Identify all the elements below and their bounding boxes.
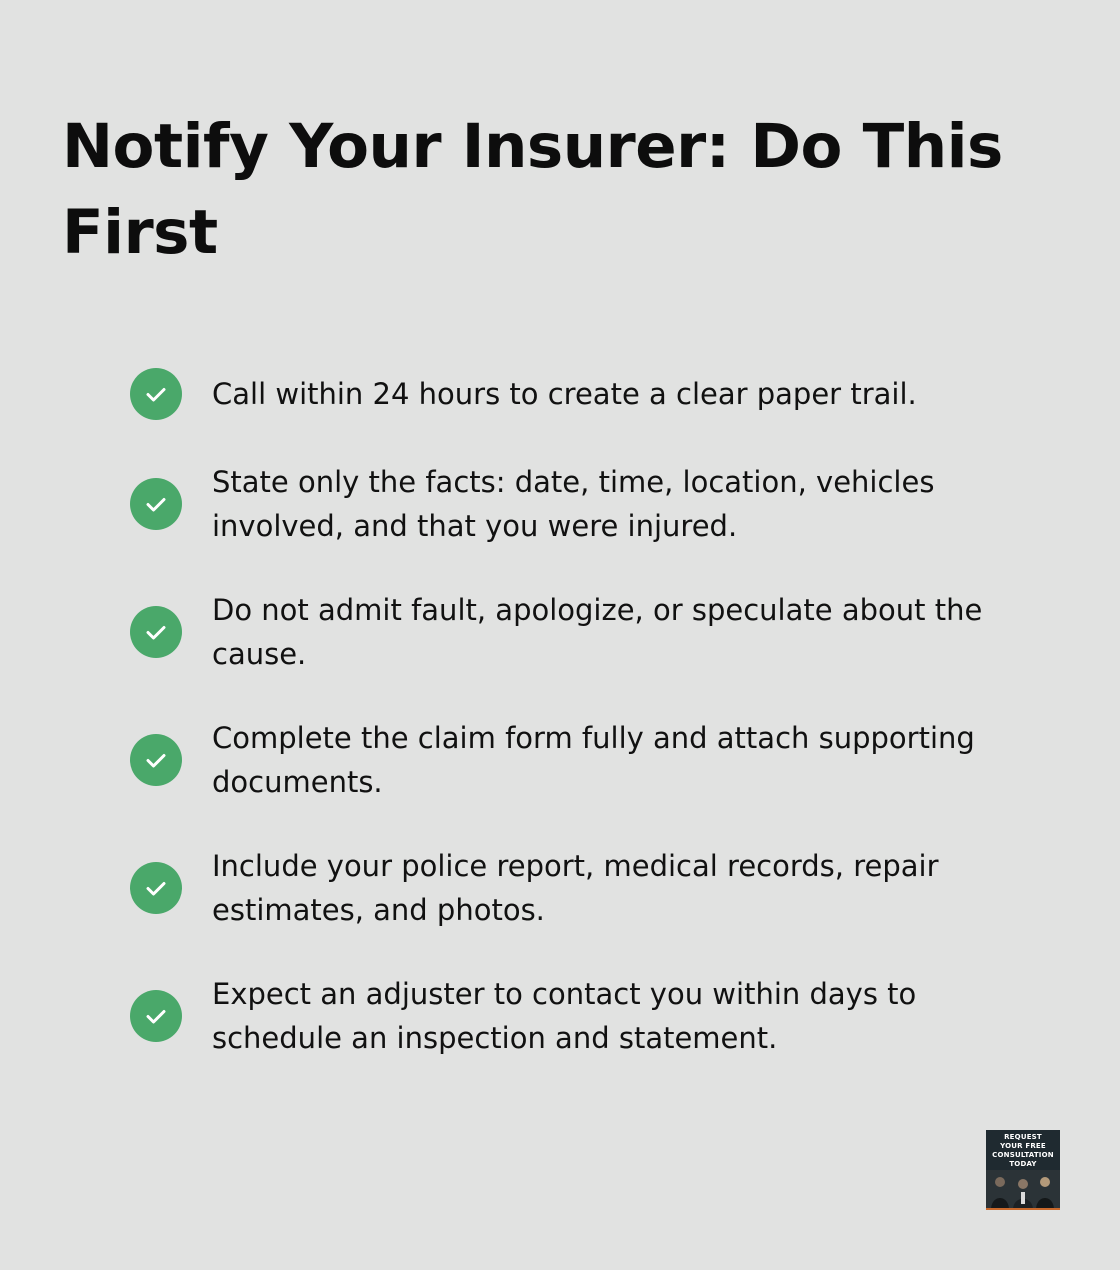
badge-line: TODAY (1009, 1160, 1037, 1168)
check-circle-icon (130, 478, 182, 530)
checklist-item-text: Include your police report, medical records, repair estimates, and photos. (212, 849, 939, 927)
badge-line: REQUEST (1004, 1133, 1042, 1141)
checklist-item-text: Complete the claim form fully and attach supporting documents. (212, 721, 975, 799)
consultation-badge[interactable] (986, 1130, 1060, 1210)
check-circle-icon (130, 368, 182, 420)
check-circle-icon (130, 990, 182, 1042)
check-circle-icon (130, 606, 182, 658)
checklist-item-text: Call within 24 hours to create a clear paper trail. (212, 377, 917, 411)
badge-text (986, 1133, 1060, 1169)
team-photo-icon (986, 1170, 1060, 1210)
badge-line: YOUR FREE (1000, 1142, 1046, 1150)
check-circle-icon (130, 734, 182, 786)
checklist-item-text: Do not admit fault, apologize, or speculate about the cause. (212, 593, 983, 671)
page-title: Notify Your Insurer: Do This First (62, 111, 1003, 268)
checklist-item-text: State only the facts: date, time, location, vehicles involved, and that you were injured. (212, 465, 935, 543)
check-circle-icon (130, 862, 182, 914)
badge-line: CONSULTATION (992, 1151, 1054, 1159)
checklist-item-text: Expect an adjuster to contact you within days to schedule an inspection and statement. (212, 977, 917, 1055)
